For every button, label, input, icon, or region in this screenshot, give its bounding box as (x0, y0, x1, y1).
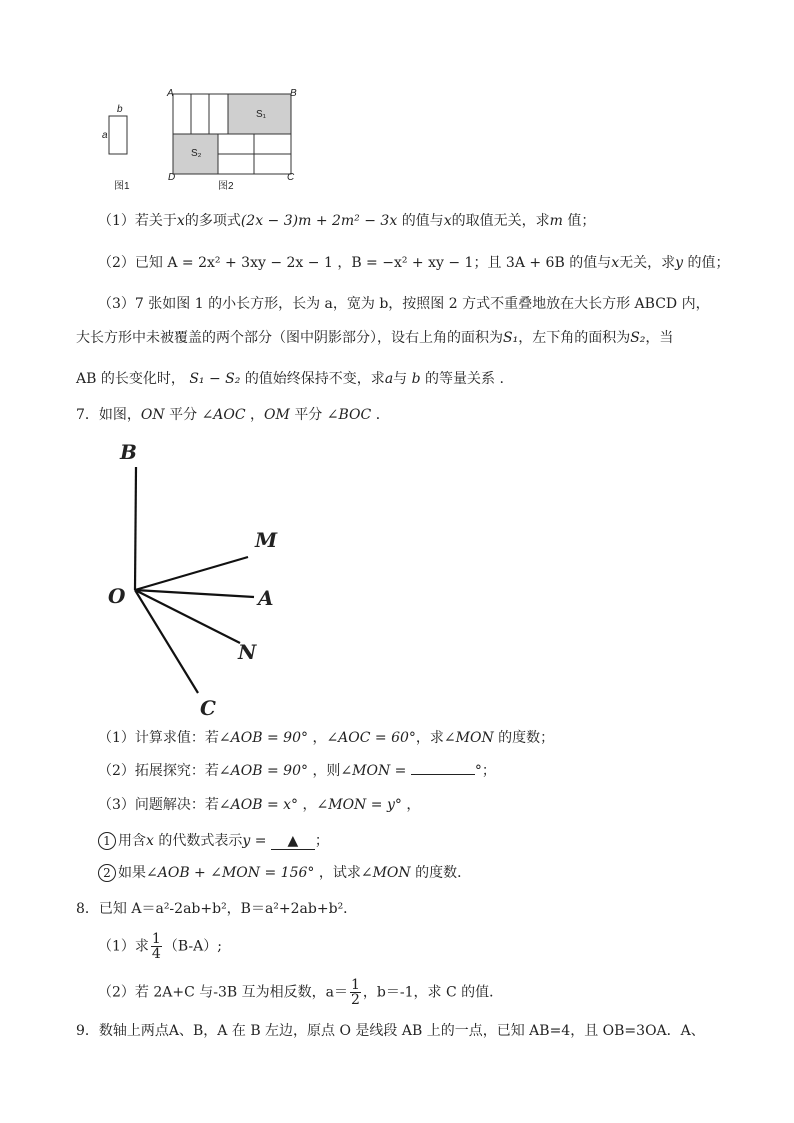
small-rectangle (109, 116, 127, 154)
fig1-caption: 图1 (114, 181, 130, 192)
q8-part1: （1）求 $\frac{1}{4}$ （B-A）; (98, 931, 222, 962)
q7-sub1: 1 用含x 的代数式表示y = ▲ ； (98, 830, 329, 850)
q6-part3-line3: AB 的长变化时， S₁ − S₂ 的值始终保持不变，求a与 b 的等量关系 . (76, 371, 504, 387)
circled-number: 1 (98, 832, 116, 850)
point-B-label: B (120, 440, 137, 464)
fig2-label-s2: S₂ (191, 148, 202, 159)
ray-OM (135, 557, 248, 590)
q9-stem: 9．数轴上两点A、B，A 在 B 左边，原点 O 是线段 AB 上的一点，已知 AB=4，且 OB=3OA．A、 (76, 1023, 705, 1039)
answer-blank-triangle[interactable]: ▲ (271, 833, 315, 850)
q8-stem: 8．已知 A＝a²-2ab+b²，B＝a²+2ab+b²． (76, 901, 358, 917)
fig1-label-a: a (102, 130, 108, 141)
fraction: $\frac{1}{4}$ (151, 931, 161, 962)
q6-part3-line1: （3）7 张如图 1 的小长方形，长为 a，宽为 b，按照图 2 方式不重叠地放在大长方形 ABCD 内， (98, 296, 710, 312)
fig2-label-A: A (167, 88, 174, 99)
fig2-label-B: B (290, 88, 297, 99)
fig2-label-s1: S₁ (256, 109, 267, 120)
q7-part3: （3）问题解决：若∠AOB = x° ，∠MON = y° ， (98, 797, 421, 813)
circled-number: 2 (98, 864, 116, 882)
fraction: $\frac{1}{2}$ (351, 977, 360, 1008)
ray-OA (135, 590, 254, 597)
ray-OB (135, 467, 136, 590)
point-M-label: M (255, 528, 278, 552)
fig2-label-C: C (287, 172, 295, 183)
q6-part3-line2: 大长方形中未被覆盖的两个部分（图中阴影部分），设右上角的面积为S₁，左下角的面积为S₂，当 (76, 330, 674, 346)
fig1-label-b: b (117, 104, 123, 115)
fig2-label-D: D (168, 172, 176, 183)
q7-part1: （1）计算求值：若∠AOB = 90° ，∠AOC = 60°，求∠MON 的度数； (98, 730, 555, 746)
fig2-caption: 图2 (218, 181, 234, 192)
figure-2 (160, 88, 305, 183)
point-O-label: O (108, 584, 126, 608)
q6-part1: （1）若关于x的多项式(2x − 3)m + 2m² − 3x 的值与x的取值无关，求m 值； (98, 213, 596, 229)
point-A-label: A (258, 586, 274, 610)
q7-part2: （2）拓展探究：若∠AOB = 90° ，则∠MON = °； (98, 763, 496, 779)
q7-sub2: 2 如果∠AOB + ∠MON = 156° ，试求∠MON 的度数． (98, 862, 471, 882)
angle-figure (100, 435, 300, 725)
q8-part2: （2）若 2A+C 与-3B 互为相反数，a＝ $\frac{1}{2}$ ，b＝-1，求 C 的值． (98, 977, 504, 1008)
q7-stem: 7．如图，ON 平分 ∠AOC ，OM 平分 ∠BOC ． (76, 407, 390, 423)
point-C-label: C (200, 696, 216, 720)
point-N-label: N (238, 640, 257, 664)
q6-part2: （2）已知 A = 2x² + 3xy − 2x − 1 ，B = −x² + xy − 1；且 3A + 6B 的值与x无关，求y 的值； (98, 255, 730, 271)
answer-blank[interactable] (411, 774, 475, 775)
